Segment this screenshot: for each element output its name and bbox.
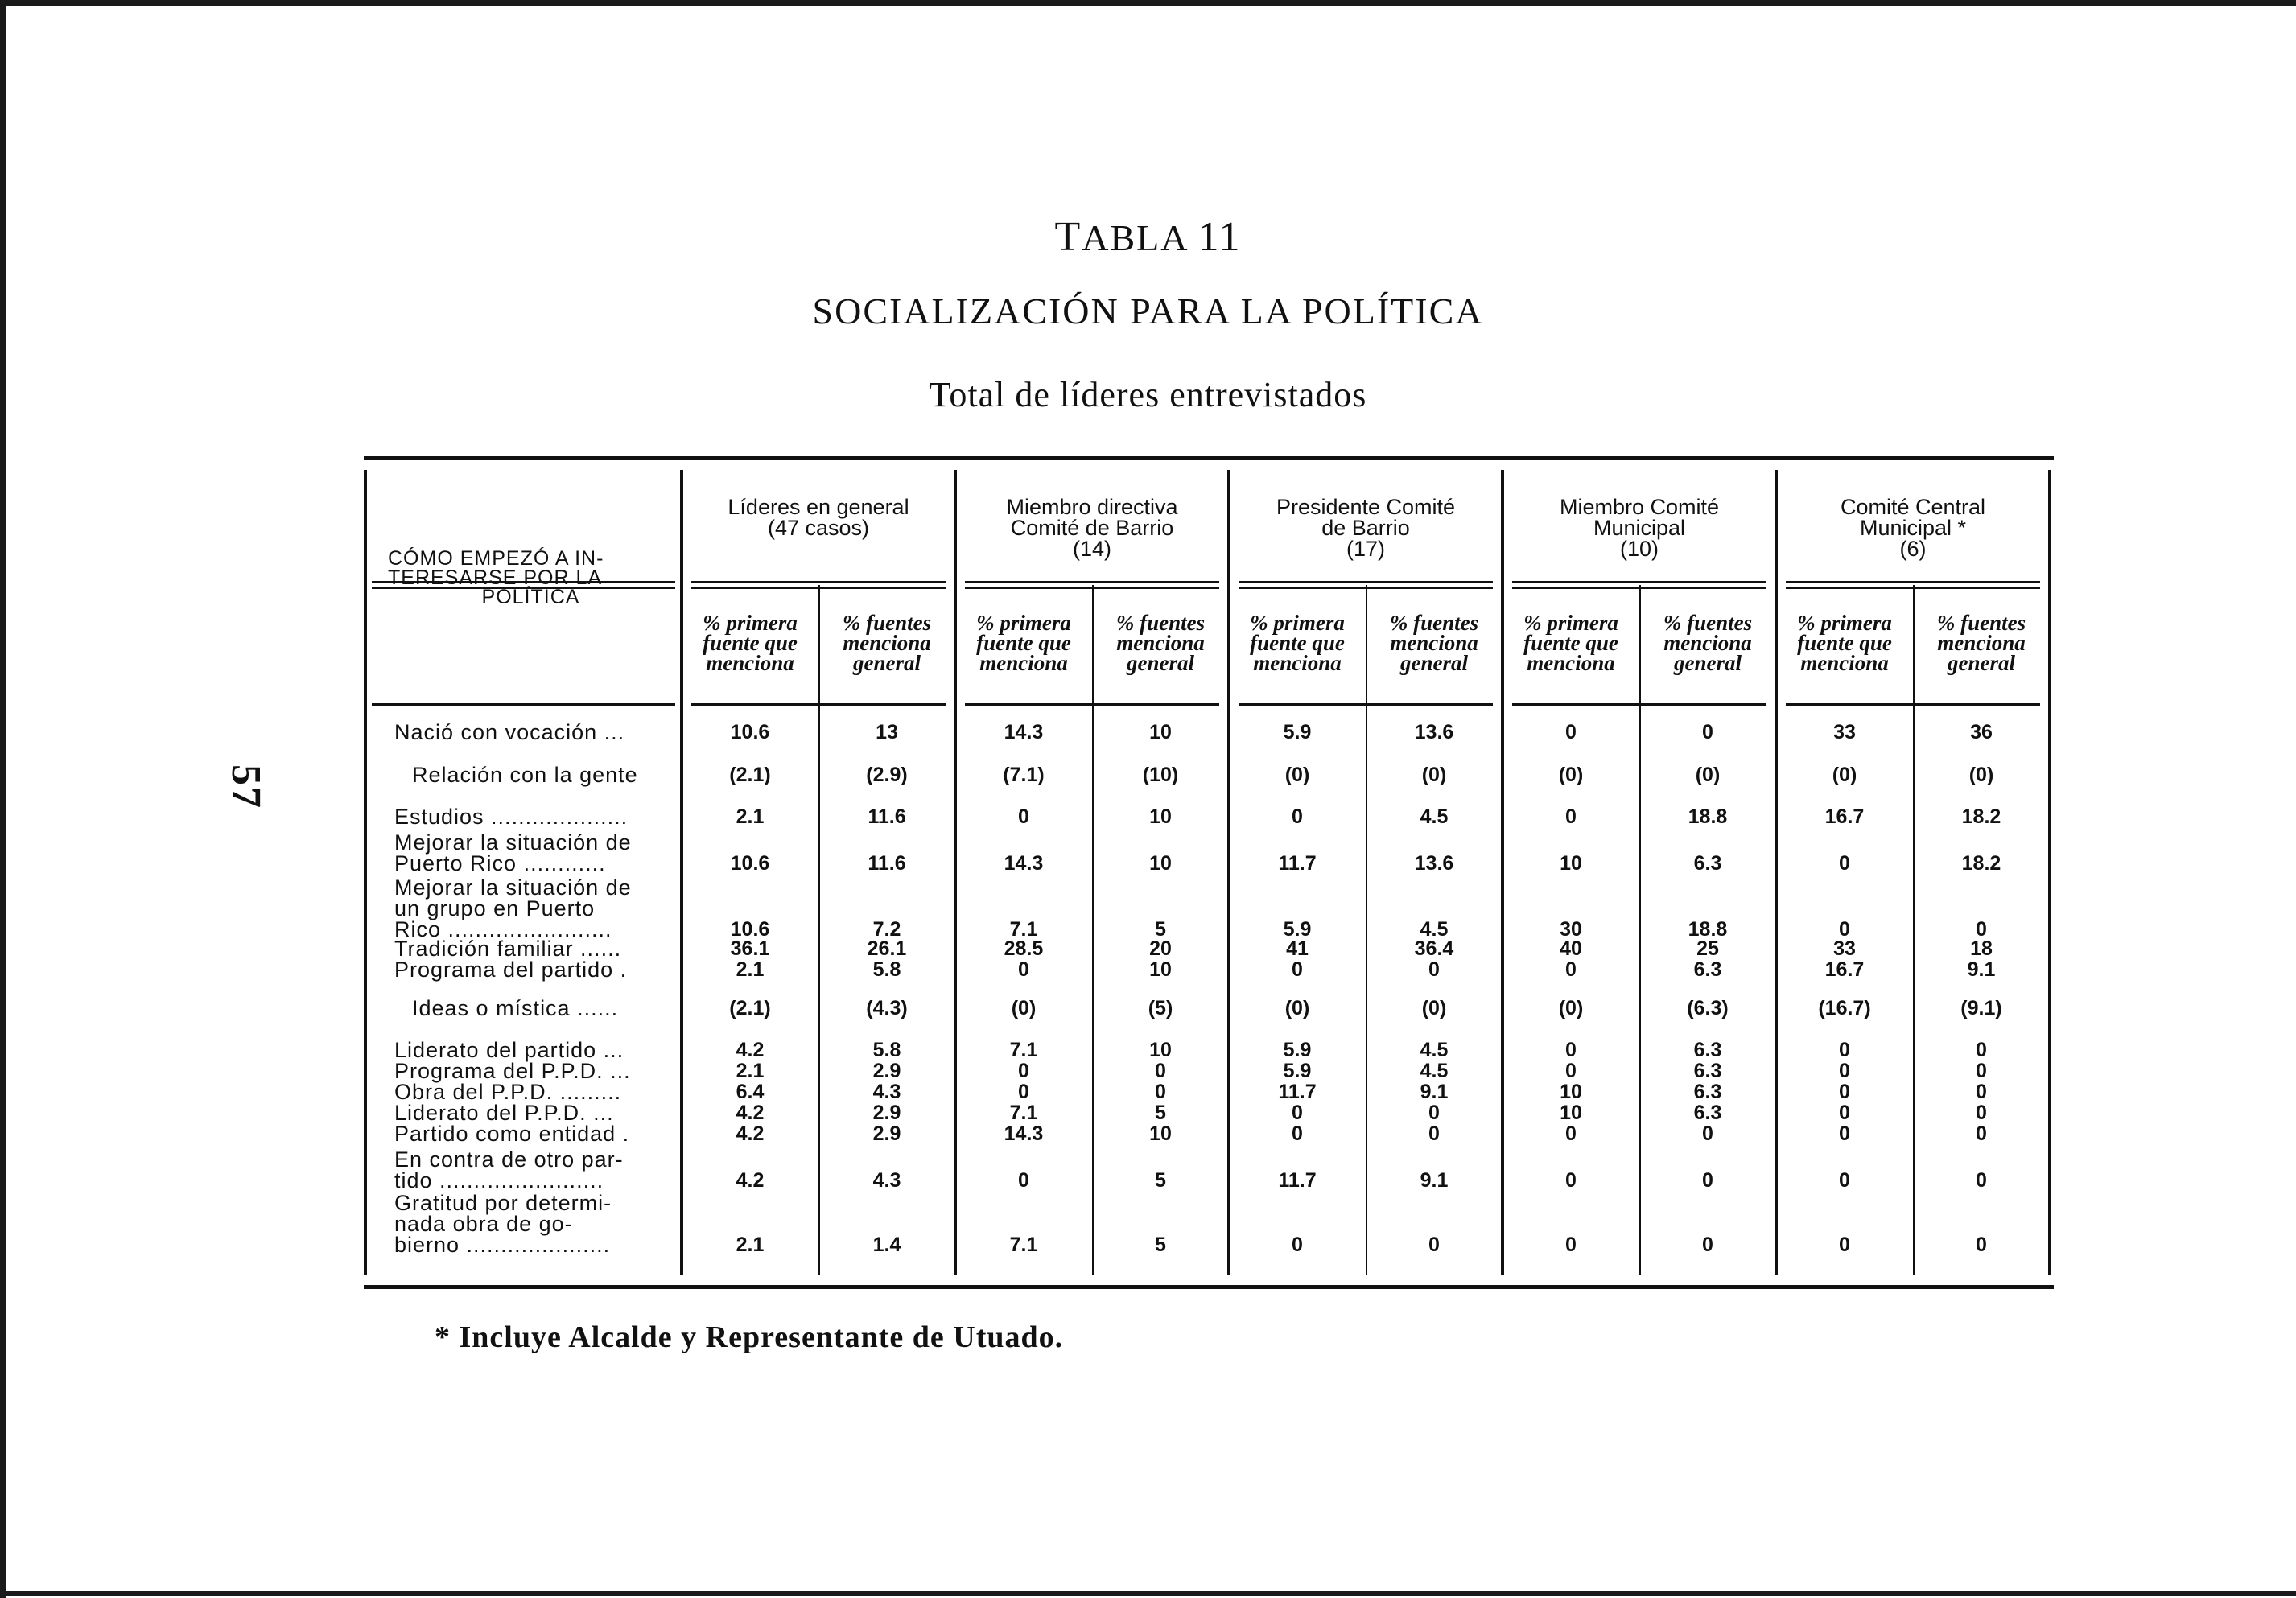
column-subheader-line: general [1948, 651, 2015, 675]
column-subheader-line: % fuentes [1936, 611, 2026, 635]
table-cell: 2.9 [872, 1060, 901, 1082]
subcolumn-rule [818, 585, 820, 1275]
table-label-initial: T [1054, 214, 1082, 260]
table-cell: 10 [1149, 805, 1172, 828]
table-cell: 0 [1976, 1169, 1987, 1192]
column-subheader-line: menciona [1937, 631, 2026, 655]
table-cell: 41 [1286, 937, 1309, 960]
table-cell: 1.4 [872, 1234, 901, 1256]
table-cell: 11.7 [1278, 1169, 1317, 1192]
table-cell: 10 [1149, 958, 1172, 981]
table-cell: (0) [1832, 764, 1857, 786]
column-subheader-line: general [853, 651, 921, 675]
column-subheader-line: general [1674, 651, 1742, 675]
row-label [394, 959, 672, 980]
table-cell: 4.5 [1420, 805, 1449, 828]
column-group-header-line: Miembro directiva [1006, 495, 1178, 519]
subheader-underline [691, 703, 946, 706]
table-cell: 5 [1155, 1234, 1166, 1256]
column-group-rule [954, 470, 957, 1275]
table-cell: (5) [1148, 997, 1173, 1019]
table-cell: 40 [1560, 937, 1582, 960]
table-cell: 13.6 [1414, 721, 1454, 743]
column-group-header-line: (14) [1072, 537, 1111, 561]
subcolumn-rule [1639, 585, 1641, 1275]
table-cell: 6.3 [1693, 1039, 1722, 1061]
table-cell: 6.3 [1693, 1081, 1722, 1103]
column-group-header-line: (6) [1899, 537, 1927, 561]
table-cell: (2.9) [866, 764, 908, 786]
row-label-line: tido ........................ [394, 1168, 604, 1192]
table-cell: 7.1 [1009, 1234, 1038, 1256]
table-label-rest: ABLA [1082, 217, 1187, 258]
table-cell: 0 [1565, 1122, 1577, 1145]
table-cell: 10 [1149, 721, 1172, 743]
subcolumn-rule [1366, 585, 1367, 1275]
table-cell: 6.3 [1693, 1102, 1722, 1124]
column-subheader [1095, 613, 1226, 673]
table-cell: 0 [1018, 805, 1029, 828]
table-cell: 0 [1292, 1122, 1303, 1145]
table-cell: 0 [1839, 1234, 1850, 1256]
row-label-line: Partido como entidad . [394, 1122, 630, 1146]
column-subheader-line: menciona [1390, 631, 1478, 655]
table-cell: 36 [1970, 721, 1993, 743]
column-subheader-line: menciona [1253, 651, 1342, 675]
row-label [394, 877, 672, 940]
page-number: 57 [223, 764, 269, 809]
table-cell: 0 [1428, 1102, 1440, 1124]
column-group-header-line: Municipal * [1859, 516, 1967, 540]
column-subheader [1232, 613, 1362, 673]
table-cell: 18 [1970, 937, 1993, 960]
row-label-line: Obra del P.P.D. ......... [394, 1080, 622, 1104]
stub-header-line: TERESARSE POR LA [388, 566, 603, 589]
table-cell: 11.7 [1278, 852, 1317, 875]
table-cell: 0 [1565, 721, 1577, 743]
row-label [394, 1061, 672, 1081]
page-border-top [0, 0, 2296, 6]
column-group-header [1237, 496, 1494, 559]
table-cell: 18.8 [1688, 918, 1728, 941]
column-group-header-line: Miembro Comité [1559, 495, 1720, 519]
table-cell: 0 [1976, 1060, 1987, 1082]
table-cell: 2.9 [872, 1122, 901, 1145]
table-cell: 11.7 [1278, 1081, 1317, 1103]
row-label-line: Mejorar la situación de [394, 830, 632, 855]
table-cell: 14.3 [1004, 852, 1044, 875]
column-subheader-line: menciona [979, 651, 1068, 675]
column-subheader-line: % primera [976, 611, 1071, 635]
table-cell: 4.5 [1420, 1060, 1449, 1082]
table-cell: 0 [1565, 1060, 1577, 1082]
table-cell: (0) [1011, 997, 1037, 1019]
table-cell: 10 [1560, 852, 1582, 875]
stub-header [388, 549, 674, 607]
table-cell: (0) [1421, 997, 1447, 1019]
column-group-header-line: (17) [1346, 537, 1385, 561]
column-group-header [1511, 496, 1768, 559]
row-label [394, 832, 672, 874]
table-cell: 14.3 [1004, 721, 1044, 743]
table-cell: (16.7) [1818, 997, 1871, 1019]
table-cell: 0 [1702, 721, 1713, 743]
table-cell: 13 [876, 721, 898, 743]
table-cell: 16.7 [1824, 805, 1865, 828]
column-subheader-line: fuente que [703, 631, 798, 655]
page-subtitle: Total de líderes entrevistados [929, 375, 1367, 414]
column-subheader-line: % primera [1797, 611, 1892, 635]
group-underline [691, 581, 946, 589]
column-group-header-line: (10) [1619, 537, 1659, 561]
table-cell: 2.9 [872, 1102, 901, 1124]
table-cell: 0 [1565, 1169, 1577, 1192]
table-cell: 9.1 [1967, 958, 1996, 981]
page-border-bottom [0, 1591, 2296, 1596]
row-label-line: un grupo en Puerto [394, 896, 596, 920]
table-cell: 0 [1292, 958, 1303, 981]
table-cell: 4.5 [1420, 1039, 1449, 1061]
table-number: 11 [1197, 214, 1242, 260]
column-subheader-line: fuente que [976, 631, 1071, 655]
table-cell: 25 [1696, 937, 1719, 960]
table-cell: 11.6 [868, 852, 906, 875]
subcolumn-rule [1092, 585, 1094, 1275]
table-cell: 5.8 [872, 958, 901, 981]
table-cell: 0 [1428, 1122, 1440, 1145]
table-label [0, 213, 2296, 261]
table-cell: 2.1 [736, 1234, 765, 1256]
row-label-line: Estudios .................... [394, 805, 629, 829]
table-cell: 10 [1149, 1122, 1172, 1145]
column-subheader-line: % fuentes [1389, 611, 1479, 635]
column-group-header-line: Comité Central [1840, 495, 1986, 519]
table-cell: 2.1 [736, 1060, 765, 1082]
column-group-header-line: Presidente Comité [1276, 495, 1456, 519]
row-label-line: Liderato del partido ... [394, 1038, 624, 1062]
table-left-rule [364, 470, 367, 1275]
table-cell: 0 [1702, 1169, 1713, 1192]
table-cell: 0 [1839, 1081, 1850, 1103]
row-label [412, 998, 690, 1019]
column-group-header-line: Comité de Barrio [1010, 516, 1174, 540]
table-cell: 0 [1976, 1102, 1987, 1124]
column-group-rule [1775, 470, 1778, 1275]
column-subheader-line: menciona [843, 631, 931, 655]
row-label [394, 1102, 672, 1123]
row-label-line: Mejorar la situación de [394, 875, 632, 900]
table-cell: 0 [1702, 1122, 1713, 1145]
column-group-header-line: (47 casos) [767, 516, 870, 540]
table-cell: 10 [1560, 1102, 1582, 1124]
table-cell: 0 [1428, 1234, 1440, 1256]
page-title: SOCIALIZACIÓN PARA LA POLÍTICA [812, 290, 1484, 332]
table-cell: 5 [1155, 1102, 1166, 1124]
table-cell: (4.3) [866, 997, 908, 1019]
table-cell: 20 [1149, 937, 1172, 960]
table-cell: 5 [1155, 918, 1166, 941]
table-cell: 7.2 [872, 918, 901, 941]
row-label-line: Tradición familiar ...... [394, 937, 622, 961]
footnote: * Incluye Alcalde y Representante de Utuado. [435, 1320, 1064, 1354]
row-label-line: En contra de otro par- [394, 1147, 624, 1172]
column-subheader-line: fuente que [1523, 631, 1618, 655]
table-cell: (0) [1558, 764, 1584, 786]
table-cell: 0 [1155, 1081, 1166, 1103]
table-cell: 2.1 [736, 958, 765, 981]
column-subheader [1506, 613, 1636, 673]
table-cell: 0 [1428, 958, 1440, 981]
group-underline [1786, 581, 2040, 589]
row-label-line: Rico ........................ [394, 917, 612, 941]
table-cell: 4.3 [872, 1081, 901, 1103]
table-cell: 0 [1292, 805, 1303, 828]
row-label-line: Programa del partido . [394, 958, 628, 982]
table-cell: (10) [1142, 764, 1179, 786]
table-right-rule [2048, 470, 2051, 1275]
data-table [364, 456, 2054, 1289]
table-cell: 30 [1560, 918, 1582, 941]
table-cell: 14.3 [1004, 1122, 1044, 1145]
table-cell: 0 [1839, 1060, 1850, 1082]
table-cell: 0 [1976, 918, 1987, 941]
table-cell: (6.3) [1687, 997, 1729, 1019]
table-cell: 11.6 [868, 805, 906, 828]
table-cell: 6.3 [1693, 958, 1722, 981]
table-cell: 0 [1976, 1081, 1987, 1103]
table-cell: 0 [1292, 1102, 1303, 1124]
table-cell: (0) [1284, 764, 1310, 786]
table-cell: 6.3 [1693, 852, 1722, 875]
table-cell: (2.1) [729, 764, 771, 786]
column-subheader-line: general [1400, 651, 1468, 675]
column-subheader-line: % fuentes [1115, 611, 1206, 635]
subcolumn-rule [1913, 585, 1915, 1275]
column-group-rule [680, 470, 683, 1275]
table-cell: 0 [1976, 1039, 1987, 1061]
table-cell: 10.6 [730, 852, 770, 875]
column-subheader-line: menciona [1527, 651, 1615, 675]
table-cell: 0 [1018, 958, 1029, 981]
table-cell: 0 [1839, 1169, 1850, 1192]
table-cell: 33 [1833, 937, 1856, 960]
row-label-line: Ideas o mística ...... [412, 996, 619, 1020]
table-cell: 5 [1155, 1169, 1166, 1192]
table-cell: 0 [1565, 805, 1577, 828]
column-subheader [958, 613, 1089, 673]
table-cell: (0) [1284, 997, 1310, 1019]
table-cell: 0 [1155, 1060, 1166, 1082]
column-subheader-line: % primera [703, 611, 798, 635]
row-label [394, 1123, 672, 1144]
group-underline [965, 581, 1219, 589]
column-subheader [822, 613, 952, 673]
column-subheader-line: fuente que [1250, 631, 1345, 655]
table-cell: 4.3 [872, 1169, 901, 1192]
row-label-line: Puerto Rico ............ [394, 851, 606, 875]
column-subheader-line: menciona [1116, 631, 1205, 655]
table-cell: (0) [1695, 764, 1721, 786]
table-cell: 0 [1839, 1039, 1850, 1061]
subheader-underline [1239, 703, 1493, 706]
stub-bottom-rule [372, 703, 675, 706]
table-cell: 6.3 [1693, 1060, 1722, 1082]
table-cell: 33 [1833, 721, 1856, 743]
table-cell: 5.9 [1283, 918, 1312, 941]
table-cell: 10 [1149, 1039, 1172, 1061]
row-label [394, 1081, 672, 1102]
table-cell: 5.8 [872, 1039, 901, 1061]
table-cell: (0) [1968, 764, 1994, 786]
row-label-line: bierno ..................... [394, 1233, 611, 1257]
table-cell: 4.2 [736, 1169, 765, 1192]
row-label [394, 1149, 672, 1191]
row-label-line: nada obra de go- [394, 1212, 573, 1236]
table-cell: 0 [1565, 1234, 1577, 1256]
column-group-header [963, 496, 1221, 559]
table-cell: 9.1 [1420, 1169, 1449, 1192]
table-cell: 5.9 [1283, 1039, 1312, 1061]
table-cell: 18.2 [1961, 852, 2001, 875]
table-cell: 10 [1149, 852, 1172, 875]
stub-header-line: POLÍTICA [481, 586, 580, 608]
column-subheader [1643, 613, 1773, 673]
row-label-line: Nació con vocación ... [394, 720, 625, 744]
column-subheader-line: % primera [1523, 611, 1618, 635]
column-group-header [1784, 496, 2042, 559]
table-cell: 5.9 [1283, 1060, 1312, 1082]
table-cell: 0 [1839, 918, 1850, 941]
table-cell: 10.6 [730, 721, 770, 743]
row-label [394, 806, 672, 827]
table-cell: 10 [1560, 1081, 1582, 1103]
table-cell: 7.1 [1009, 918, 1038, 941]
column-group-rule [1501, 470, 1504, 1275]
table-cell: 9.1 [1420, 1081, 1449, 1103]
table-cell: 16.7 [1824, 958, 1865, 981]
table-cell: 0 [1565, 958, 1577, 981]
table-cell: 28.5 [1004, 937, 1044, 960]
table-cell: 7.1 [1009, 1039, 1038, 1061]
column-group-rule [1227, 470, 1230, 1275]
table-cell: 26.1 [867, 937, 907, 960]
row-label-line: Liderato del P.P.D. ... [394, 1101, 614, 1125]
table-cell: 4.2 [736, 1039, 765, 1061]
subheader-underline [965, 703, 1219, 706]
table-cell: 0 [1018, 1169, 1029, 1192]
table-cell: 0 [1976, 1122, 1987, 1145]
table-cell: (9.1) [1960, 997, 2002, 1019]
row-label [394, 1192, 672, 1255]
column-subheader-line: % primera [1250, 611, 1345, 635]
table-cell: 13.6 [1414, 852, 1454, 875]
stub-header-line: CÓMO EMPEZÓ A IN- [388, 547, 604, 570]
row-label [394, 938, 672, 959]
column-subheader-line: menciona [706, 651, 794, 675]
table-cell: 0 [1702, 1234, 1713, 1256]
table-cell: 36.4 [1414, 937, 1454, 960]
subheader-underline [1512, 703, 1766, 706]
table-cell: 18.2 [1961, 805, 2001, 828]
table-cell: 0 [1018, 1060, 1029, 1082]
column-subheader-line: menciona [1663, 631, 1752, 655]
table-cell: 0 [1839, 1102, 1850, 1124]
table-cell: 0 [1839, 852, 1850, 875]
column-subheader-line: % fuentes [842, 611, 932, 635]
subheader-underline [1786, 703, 2040, 706]
row-label [394, 722, 672, 743]
column-group-header-line: Líderes en general [728, 495, 909, 519]
table-cell: (7.1) [1003, 764, 1045, 786]
table-cell: 4.2 [736, 1102, 765, 1124]
column-subheader [1916, 613, 2047, 673]
table-cell: 10.6 [730, 918, 770, 941]
row-label-line: Gratitud por determi- [394, 1191, 612, 1215]
row-label [394, 1040, 672, 1061]
table-cell: (0) [1558, 997, 1584, 1019]
table-cell: 18.8 [1688, 805, 1728, 828]
column-group-header-line: de Barrio [1321, 516, 1410, 540]
column-subheader [1779, 613, 1910, 673]
row-label-line: Programa del P.P.D. ... [394, 1059, 631, 1083]
group-underline [1239, 581, 1493, 589]
table-cell: 0 [1565, 1039, 1577, 1061]
table-cell: 5.9 [1283, 721, 1312, 743]
table-cell: 6.4 [736, 1081, 765, 1103]
column-subheader-line: fuente que [1797, 631, 1892, 655]
table-cell: 0 [1839, 1122, 1850, 1145]
table-cell: 7.1 [1009, 1102, 1038, 1124]
table-cell: 2.1 [736, 805, 765, 828]
table-cell: 4.2 [736, 1122, 765, 1145]
column-group-header-line: Municipal [1593, 516, 1686, 540]
table-cell: (2.1) [729, 997, 771, 1019]
column-group-header [690, 496, 947, 538]
table-cell: 4.5 [1420, 918, 1449, 941]
table-cell: 0 [1976, 1234, 1987, 1256]
column-subheader-line: general [1127, 651, 1194, 675]
row-label [412, 764, 690, 785]
table-cell: 36.1 [730, 937, 770, 960]
table-cell: (0) [1421, 764, 1447, 786]
column-subheader [685, 613, 815, 673]
table-cell: 0 [1292, 1234, 1303, 1256]
column-subheader-line: % fuentes [1663, 611, 1753, 635]
column-subheader [1369, 613, 1499, 673]
row-label-line: Relación con la gente [412, 763, 638, 787]
table-cell: 0 [1018, 1081, 1029, 1103]
group-underline [1512, 581, 1766, 589]
column-subheader-line: menciona [1800, 651, 1889, 675]
